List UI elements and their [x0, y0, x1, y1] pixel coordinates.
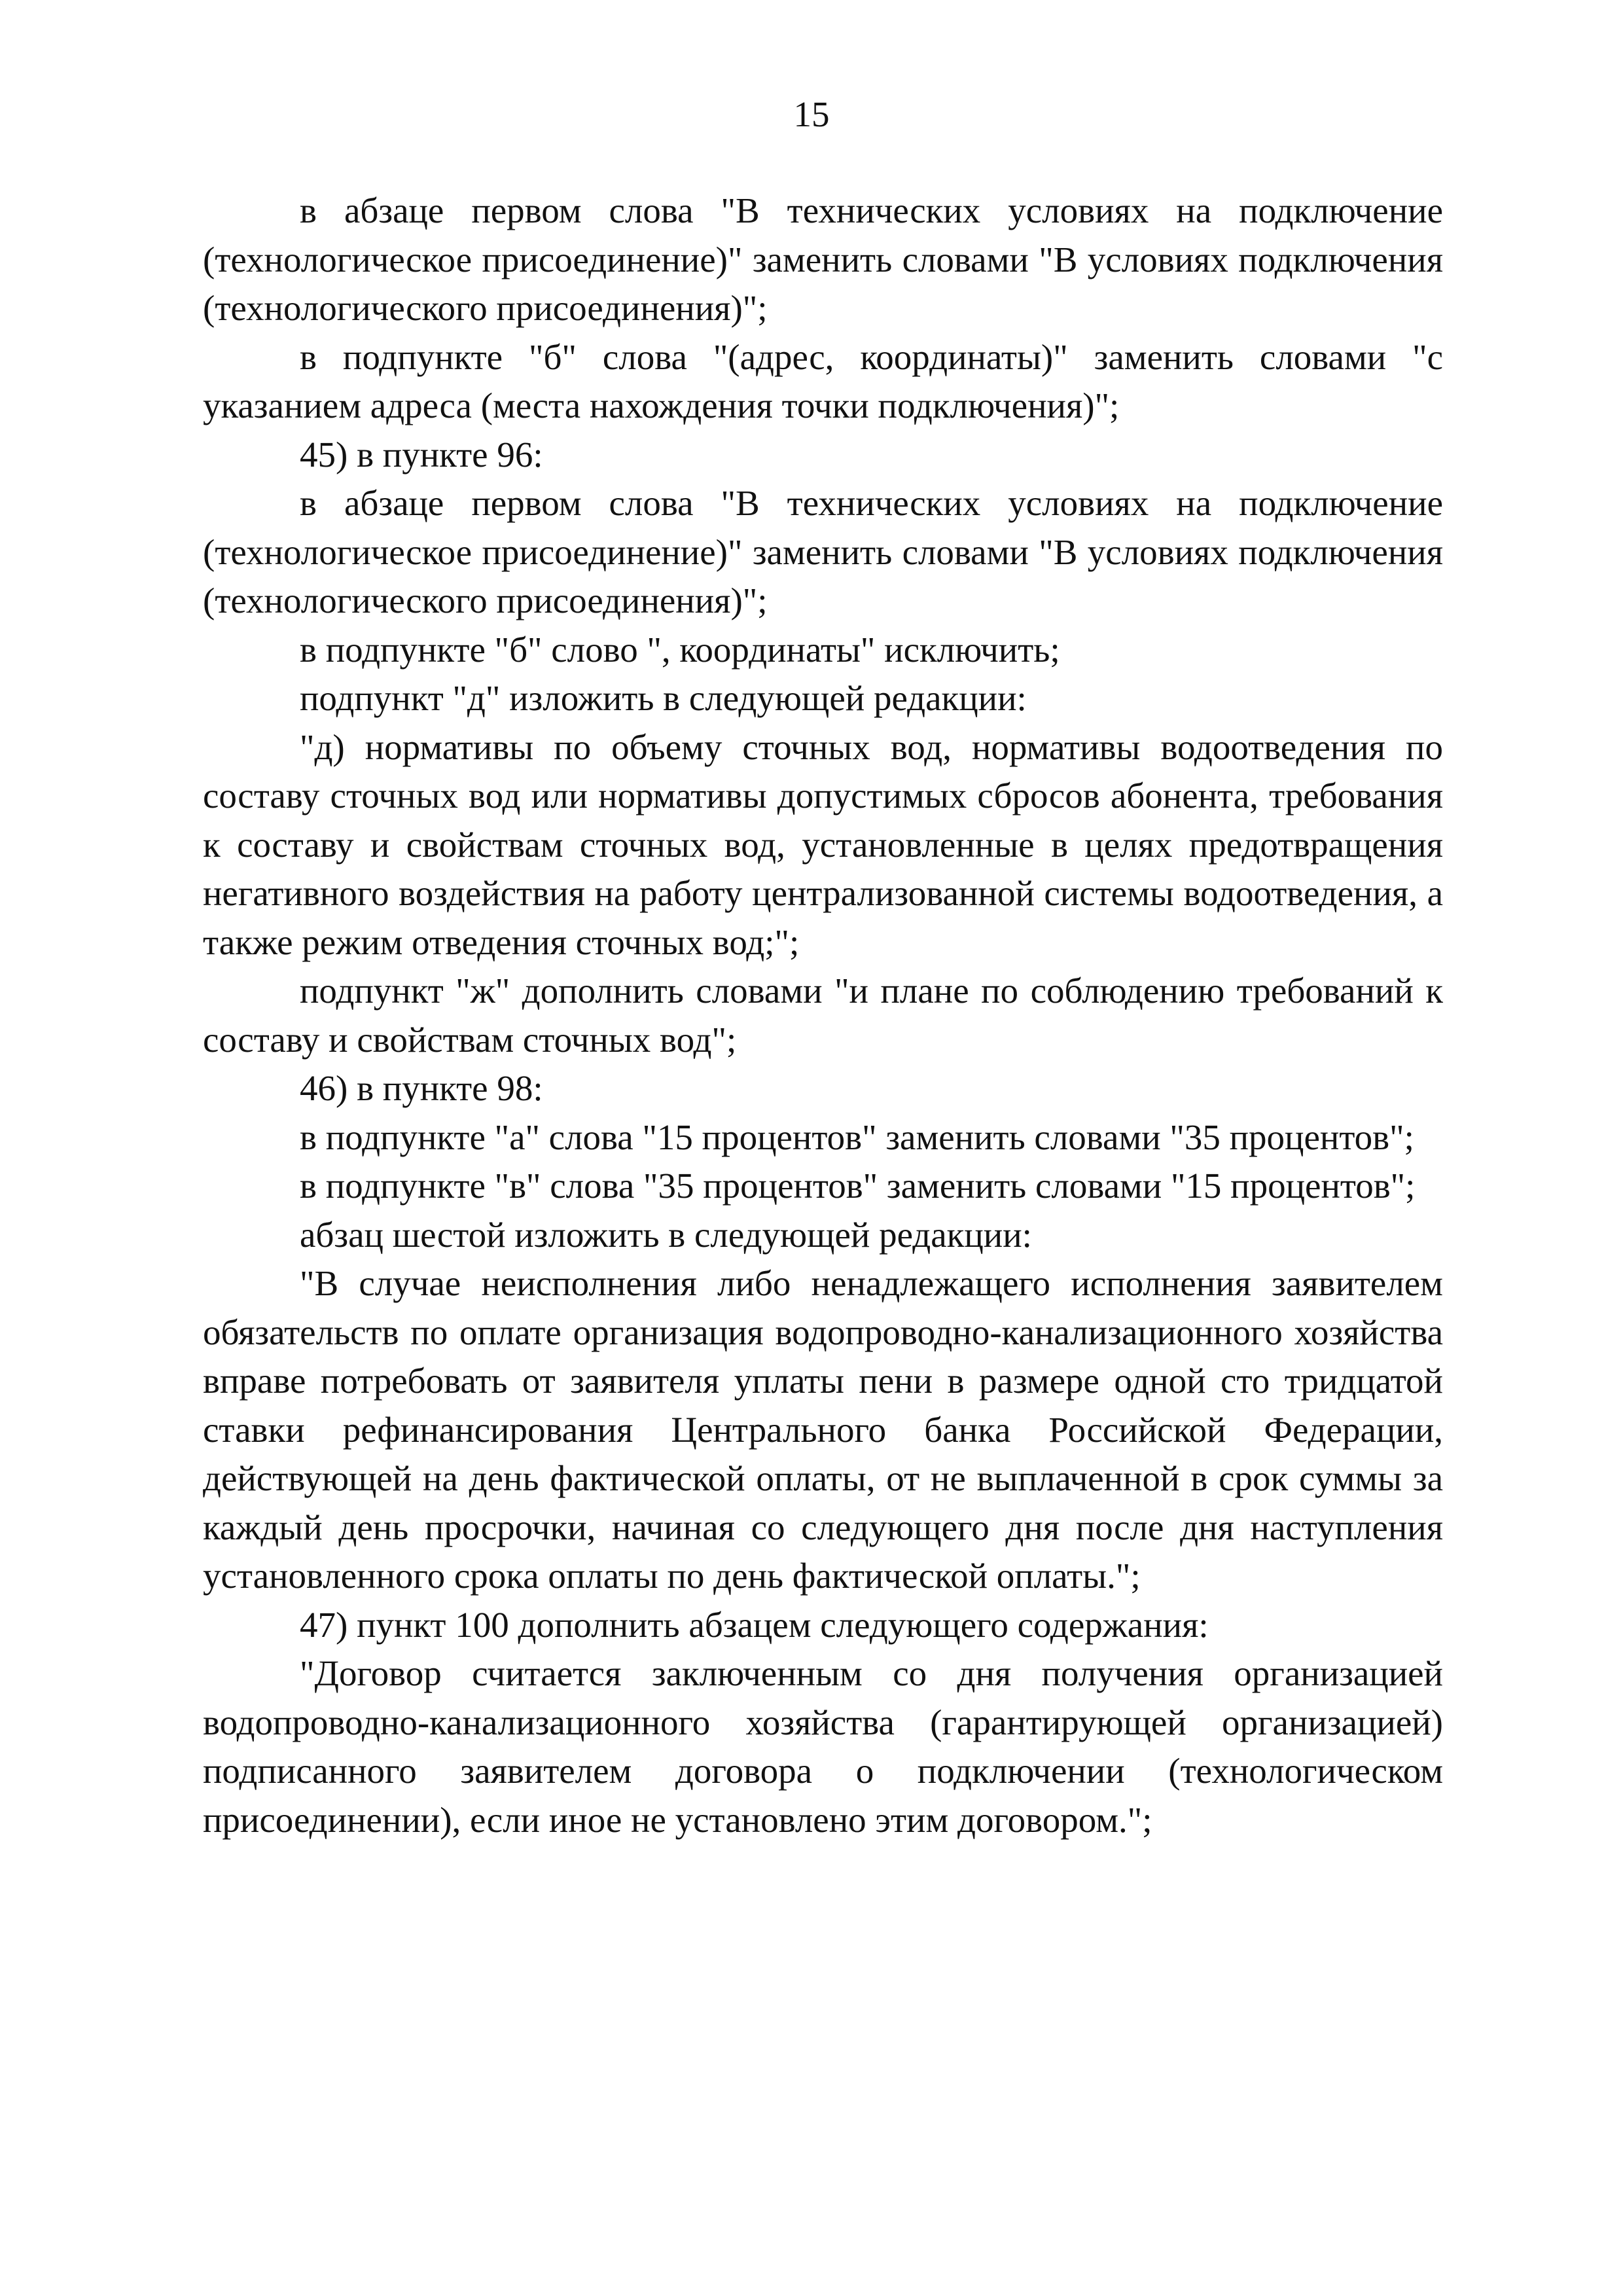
paragraph-subitem-a-percent: в подпункте "а" слова "15 процентов" заменить словами "35 процентов"; — [300, 1117, 1414, 1157]
paragraph-penalty-text: "В случае неисполнения либо ненадлежащего исполнения заявителем обязательств по оплате организация водопроводно-канализационного хозяйства вправе потребовать от заявителя уплаты пени в размере одной сто тридцатой ставки рефинансирования Центрального банка Российской Федерации, действующей на день фактической оплаты, от не выплаченной в срок суммы за каждый день просрочки, начиная со следующего дня после дня наступления установленного срока оплаты по день фактической оплаты."; — [203, 1263, 1443, 1596]
paragraph-subitem-d-text: "д) нормативы по объему сточных вод, нормативы водоотведения по составу сточных вод или нормативы допустимых сбросов абонента, требования к составу и свойствам сточных вод, установленные в целях предотвращения негативного воздействия на работу централизованной системы водоотведения, а также режим отведения сточных вод;"; — [203, 726, 1443, 962]
paragraph-subitem-b-address: в подпункте "б" слова "(адрес, координаты)" заменить словами "с указанием адреса (места нахождения точки подключения)"; — [203, 336, 1443, 425]
paragraph-item-46: 46) в пункте 98: — [300, 1068, 543, 1108]
page-number: 15 — [793, 94, 830, 134]
paragraph-item-47: 47) пункт 100 дополнить абзацем следующего содержания: — [300, 1604, 1209, 1645]
paragraph-subitem-b-coordinates: в подпункте "б" слово ", координаты" исключить; — [300, 629, 1060, 670]
paragraph-item-45: 45) в пункте 96: — [300, 434, 543, 475]
paragraph-contract-concluded: "Договор считается заключенным со дня получения организацией водопроводно-канализационного хозяйства (гарантирующей организацией) подписанного заявителем договора о подключении (технологическом присоединении), если иное не установлено этим договором."; — [203, 1653, 1443, 1840]
paragraph-sixth-abzac-intro: абзац шестой изложить в следующей редакции: — [300, 1214, 1032, 1255]
paragraph-subitem-d-intro: подпункт "д" изложить в следующей редакции: — [300, 678, 1027, 718]
paragraph-subitem-zh: подпункт "ж" дополнить словами "и плане по соблюдению требований к составу и свойствам сточных вод"; — [203, 971, 1443, 1060]
paragraph-subitem-v-percent: в подпункте "в" слова "35 процентов" заменить словами "15 процентов"; — [300, 1166, 1416, 1206]
paragraph-amend-technical-conditions: в абзаце первом слова "В технических условиях на подключение (технологическое присоединение)" заменить словами "В условиях подключения (технологического присоединения)"; — [203, 190, 1443, 328]
paragraph-amend-technical-conditions-96: в абзаце первом слова "В технических условиях на подключение (технологическое присоединение)" заменить словами "В условиях подключения (технологического присоединения)"; — [203, 483, 1443, 620]
document-body — [203, 187, 1443, 1844]
